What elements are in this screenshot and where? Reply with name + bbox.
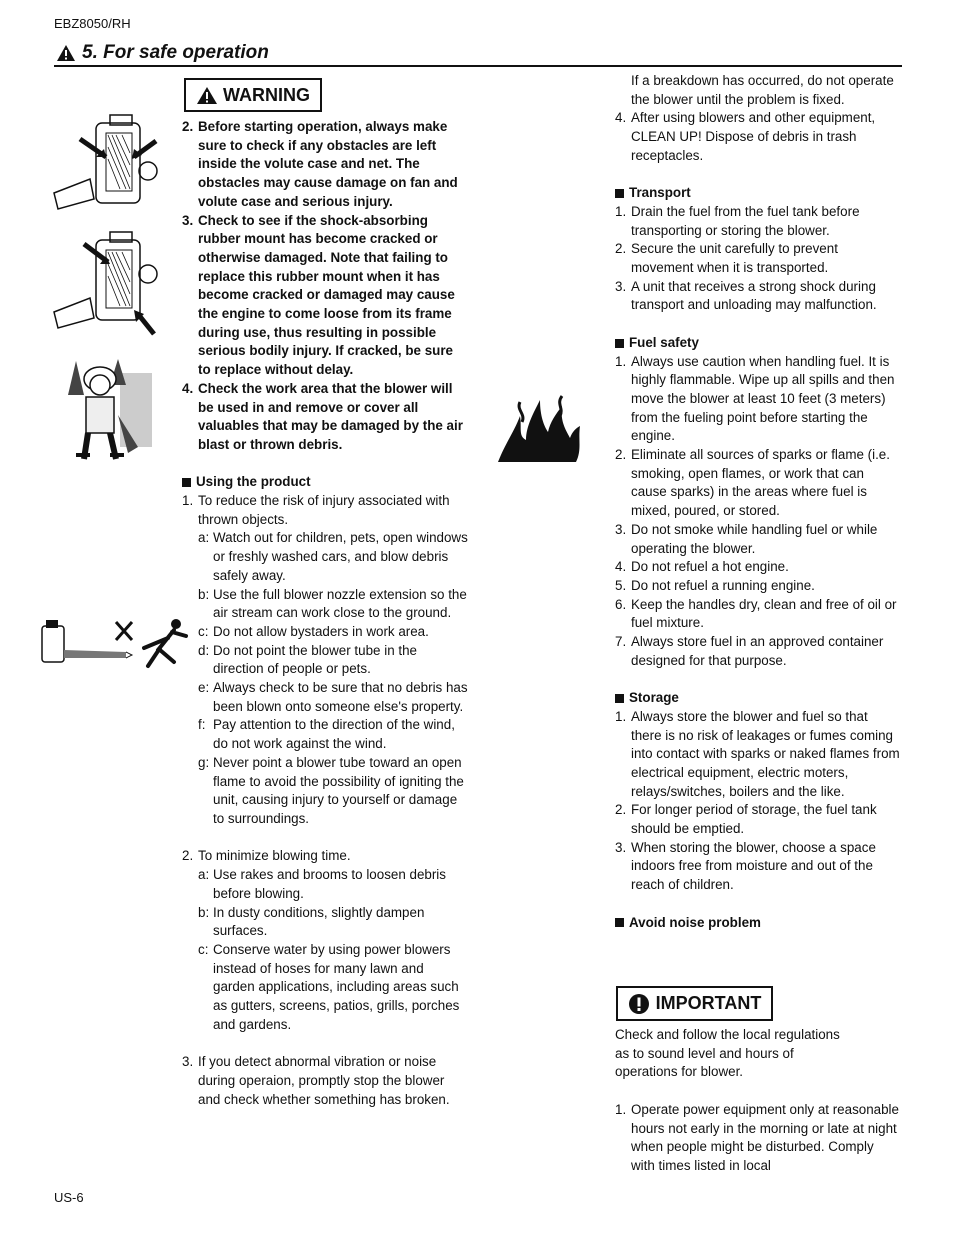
warning-item-4: 4. Check the work area that the blower will be used in and remove or cover all valuables that may be damaged by the air blast or thrown debris. <box>182 380 463 452</box>
using-item-2: 2. To minimize blowing time. <box>182 848 351 864</box>
list-item: 1. Drain the fuel from the fuel tank before transporting or storing the blower. <box>615 203 860 238</box>
page-number: US-6 <box>54 1190 84 1205</box>
left-column <box>182 118 468 1109</box>
list-item: 3. A unit that receives a strong shock during transport and unloading may malfunction. <box>615 278 877 313</box>
important-label-box <box>616 986 773 1021</box>
using-sub-item: g: Never point a blower tube toward an open flame to avoid the possibility of igniting the unit, causing injury to yourself or damage to surroundings. <box>198 754 464 826</box>
list-item: 2. Secure the unit carefully to prevent movement when it is transported. <box>615 241 838 276</box>
warning-label-box <box>184 78 322 112</box>
noise-heading: Avoid noise problem <box>615 914 900 933</box>
important-label: IMPORTANT <box>655 993 762 1013</box>
list-item: 5. Do not refuel a running engine. <box>615 577 815 593</box>
storage-heading: Storage <box>615 689 900 708</box>
fuel-safety-heading: Fuel safety <box>615 334 900 353</box>
using-sub-item: d: Do not point the blower tube in the direction of people or pets. <box>198 642 417 677</box>
list-item: 6. Keep the handles dry, clean and free of oil or fuel mixture. <box>615 596 897 631</box>
rubber-mount-illustration <box>50 230 162 338</box>
model-number: EBZ8050/RH <box>54 16 131 31</box>
blower-volute-illustration <box>50 113 162 211</box>
list-item: 4. Do not refuel a hot engine. <box>615 559 789 575</box>
continuation-text: If a breakdown has occurred, do not operate the blower until the problem is fixed. <box>631 73 894 107</box>
list-item: 2. For longer period of storage, the fuel tank should be emptied. <box>615 802 877 837</box>
list-item: 3. Do not smoke while handling fuel or while operating the blower. <box>615 521 878 556</box>
header-rule <box>54 65 902 67</box>
noise-intro: Check and follow the local regulations as to sound level and hours of operations for blower. <box>615 1027 840 1080</box>
using-item-3: 3. If you detect abnormal vibration or noise during operaion, promptly stop the blower and check whether something has broken. <box>182 1054 450 1107</box>
using-product-heading: Using the product <box>182 473 468 492</box>
no-blowing-at-people-illustration <box>40 614 190 670</box>
using-sub-item: b: Use the full blower nozzle extension so the air stream can work close to the ground. <box>198 586 467 621</box>
flame-icon <box>496 392 584 464</box>
section-title-text: 5. For safe operation <box>82 42 269 63</box>
warning-label: WARNING <box>223 84 310 105</box>
list-item: 7. Always store fuel in an approved container designed for that purpose. <box>615 634 884 668</box>
using-sub-item: c: Do not allow bystaders in work area. <box>198 623 429 639</box>
right-column <box>615 72 900 932</box>
using-item-1: 1. To reduce the risk of injury associated with thrown objects. <box>182 493 450 527</box>
noise-item-1: 1. Operate power equipment only at reasonable hours not early in the morning or late at night when people might be disturbed. Comply with times listed in local <box>615 1101 899 1173</box>
using-sub-item: c: Conserve water by using power blowers instead of hoses for many lawn and garden applications, including areas such as gutters, screens, patios, grills, porches and gardens. <box>198 941 460 1032</box>
noise-section <box>615 1026 900 1176</box>
transport-heading: Transport <box>615 184 900 203</box>
exclamation-circle-icon <box>628 993 650 1015</box>
warning-item-3: 3. Check to see if the shock-absorbing rubber mount has become cracked or otherwise damaged. Note that failing to replace this rubber mount when it has become cracked or damaged may cause the engine to come loose from its frame during use, thus resulting in possible serious bodily injury. If cracked, be sure to replace without delay. <box>182 212 455 378</box>
section-title <box>56 42 269 64</box>
warning-item-2: 2. Before starting operation, always make sure to check if any obstacles are left inside the volute case and net. The obstacles may cause damage on fan and volute case and serious injury. <box>182 119 458 209</box>
square-bullet-icon <box>615 918 624 927</box>
using-sub-item: a: Watch out for children, pets, open windows or freshly washed cars, and blow debris safely away. <box>198 530 468 583</box>
list-item: 2. Eliminate all sources of sparks or flame (i.e. smoking, open flames, or work that can cause sparks) in the areas where fuel is mixed, poured, or stored. <box>615 447 890 519</box>
warning-triangle-icon <box>196 86 218 105</box>
item-4-cleanup: 4. After using blowers and other equipment, CLEAN UP! Dispose of debris in trash receptacles. <box>615 110 876 163</box>
using-sub-item: e: Always check to be sure that no debris has been blown onto someone else's property. <box>198 680 468 714</box>
square-bullet-icon <box>615 189 624 198</box>
using-sub-item: a: Use rakes and brooms to loosen debris before blowing. <box>198 867 446 901</box>
square-bullet-icon <box>615 694 624 703</box>
using-sub-item: f: Pay attention to the direction of the wind, do not work against the wind. <box>198 717 455 752</box>
list-item: 1. Always store the blower and fuel so that there is no risk of leakages or fumes coming into contact with sparks or naked flames from electrical equipment, electric moters, relays/switches, boilers and the like. <box>615 708 900 799</box>
square-bullet-icon <box>182 478 191 487</box>
list-item: 3. When storing the blower, choose a space indoors free from moisture and out of the reach of children. <box>615 839 876 893</box>
worker-safety-illustration <box>62 355 158 467</box>
warning-triangle-icon <box>56 44 76 62</box>
square-bullet-icon <box>615 339 624 348</box>
using-sub-item: b: In dusty conditions, slightly dampen surfaces. <box>198 904 425 939</box>
list-item: 1. Always use caution when handling fuel. It is highly flammable. Wipe up all spills and then move the blower at least 10 feet (3 meters) from the fueling point before starting the engine. <box>615 353 895 444</box>
